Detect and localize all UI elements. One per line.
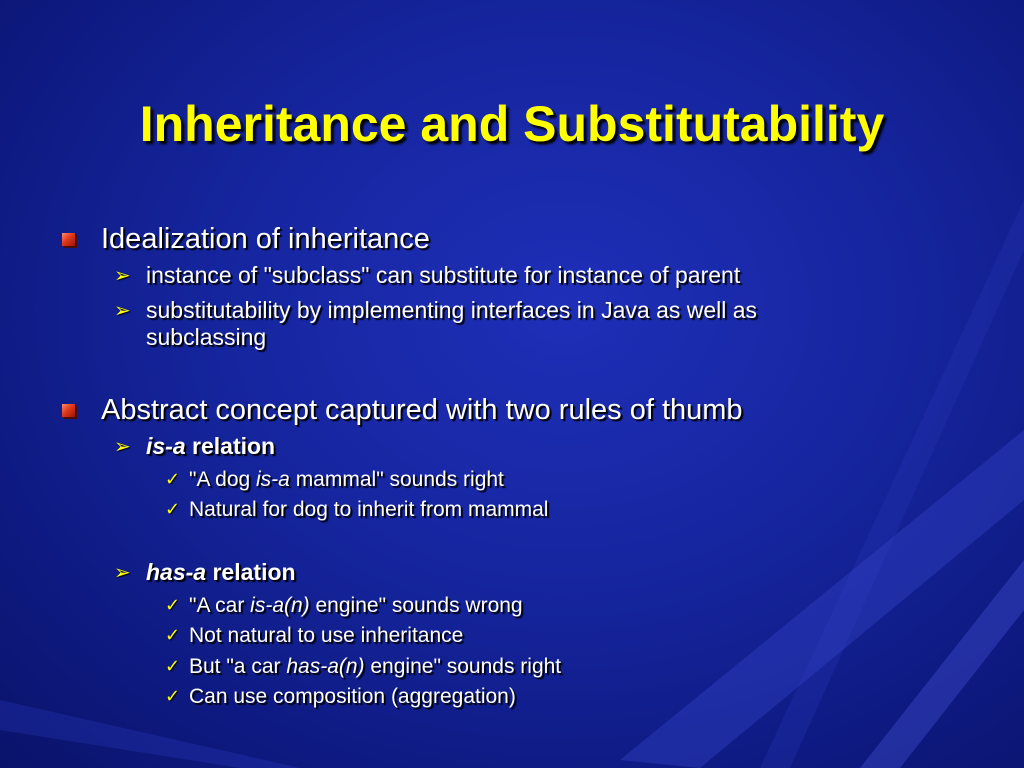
sub-bullet-has-a-relation bbox=[146, 559, 296, 586]
slide-title: Inheritance and Substitutability bbox=[139, 96, 885, 152]
arrowhead-bullet-icon: ➢ bbox=[114, 298, 131, 322]
check-text: mammal" sounds right bbox=[289, 468, 504, 491]
arrowhead-bullet-icon: ➢ bbox=[114, 263, 131, 287]
checkmark-bullet-icon: ✓ bbox=[165, 595, 181, 616]
checkmark-bullet-icon: ✓ bbox=[165, 656, 181, 677]
arrowhead-bullet-icon: ➢ bbox=[114, 434, 131, 458]
check-emphasis: is-a(n) bbox=[250, 594, 310, 617]
check-text: But "a car bbox=[189, 655, 287, 678]
check-item-dog-is-a-mammal bbox=[189, 467, 504, 492]
check-text: "A dog bbox=[189, 468, 257, 491]
check-item-natural-inherit: Natural for dog to inherit from mammal bbox=[189, 498, 549, 521]
has-a-term: has-a bbox=[146, 559, 207, 585]
check-emphasis: has-a(n) bbox=[286, 655, 365, 678]
checkmark-bullet-icon: ✓ bbox=[165, 469, 181, 490]
checkmark-bullet-icon: ✓ bbox=[165, 499, 181, 520]
relation-suffix: relation bbox=[185, 433, 276, 459]
check-text: "A car bbox=[189, 594, 251, 617]
checkmark-bullet-icon: ✓ bbox=[165, 625, 181, 646]
relation-suffix: relation bbox=[206, 559, 296, 585]
check-item-car-is-a-engine bbox=[189, 593, 523, 618]
square-bullet-icon bbox=[62, 404, 75, 417]
check-emphasis: is-a bbox=[256, 468, 290, 491]
is-a-term: is-a bbox=[146, 433, 186, 459]
bullet-heading-abstract: Abstract concept captured with two rules of thumb bbox=[101, 394, 743, 426]
sub-bullet-interfaces: substitutability by implementing interfaces in Java as well as bbox=[146, 297, 758, 323]
light-ray-1 bbox=[620, 430, 1024, 768]
checkmark-bullet-icon: ✓ bbox=[165, 686, 181, 707]
sub-bullet-substitute: instance of "subclass" can substitute for instance of parent bbox=[146, 262, 741, 288]
light-ray-4 bbox=[0, 700, 300, 768]
bullet-heading-idealization: Idealization of inheritance bbox=[101, 223, 430, 255]
light-ray-3 bbox=[760, 200, 1024, 768]
arrowhead-bullet-icon: ➢ bbox=[114, 560, 131, 584]
check-item-composition: Can use composition (aggregation) bbox=[189, 685, 516, 708]
check-item-not-natural: Not natural to use inheritance bbox=[189, 624, 464, 647]
check-text: engine" sounds right bbox=[364, 655, 562, 678]
square-bullet-icon bbox=[62, 233, 75, 246]
light-ray-2 bbox=[860, 560, 1024, 768]
sub-bullet-is-a-relation bbox=[146, 433, 275, 460]
sub-bullet-interfaces-continued: subclassing bbox=[146, 324, 267, 350]
check-text: engine" sounds wrong bbox=[309, 594, 523, 617]
check-item-car-has-a-engine bbox=[189, 654, 561, 679]
